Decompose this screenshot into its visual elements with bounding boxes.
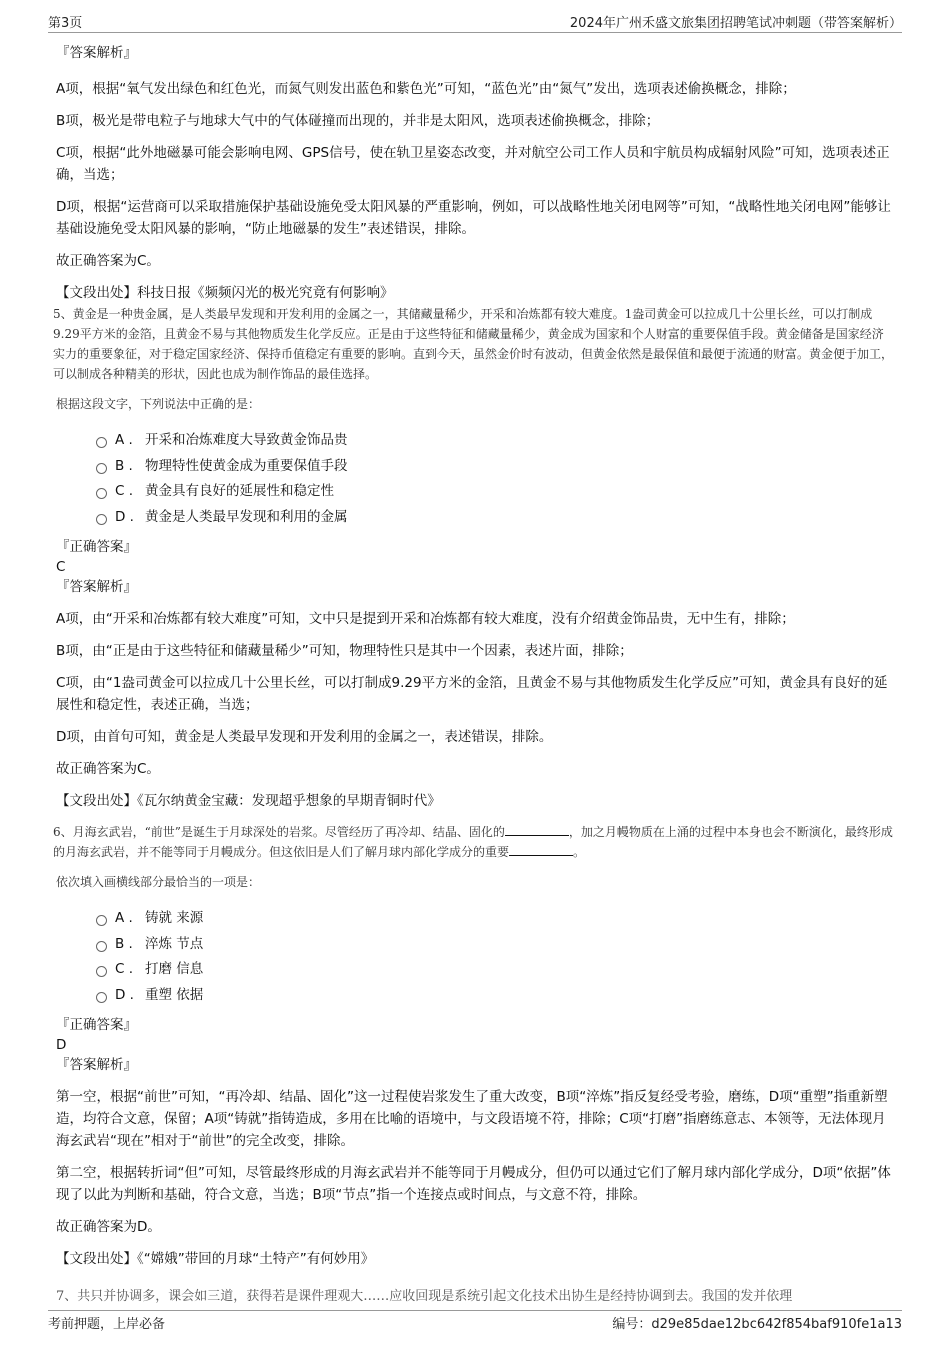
radio-icon[interactable] bbox=[96, 514, 107, 525]
q4-source: 【文段出处】科技日报《频频闪光的极光究竟有何影响》 bbox=[56, 285, 394, 301]
q5-option-a[interactable]: A . 开采和冶炼难度大导致黄金饰品贵 bbox=[96, 428, 894, 454]
q5-analysis-a: A项，由“开采和冶炼都有较大难度”可知，文中只是提到开采和冶炼都有较大难度，没有介绍黄金饰品贵，无中生有，排除； bbox=[56, 611, 795, 627]
fill-blank-1 bbox=[505, 823, 569, 836]
q4-conclusion: 故正确答案为C。 bbox=[56, 253, 160, 269]
page-body bbox=[53, 42, 894, 1270]
q5-stem: 5、黄金是一种贵金属，是人类最早发现和开发利用的金属之一，其储藏量稀少，开采和冶炼都有较大难度。1盎司黄金可以拉成几十公里长丝，可以打制成9.29平方米的金箔，且黄金不易与其他物质发生化学反应。正是由于这些特征和储藏量稀少，黄金成为国家和个人财富的重要保值手段。黄金储备是国家经济实力的重要象征，对于稳定国家经济、保持币值稳定有重要的影响。直到今天，虽然金价时有波动，但黄金依然是最保值和最便于流通的财富。黄金便于加工，可以制成各种精美的形状，因此也成为制作饰品的最佳选择。 bbox=[53, 307, 894, 381]
document-title: 2024年广州禾盛文旅集团招聘笔试冲刺题（带答案解析） bbox=[569, 16, 902, 31]
q6-answer-label: 『正确答案』 bbox=[56, 1017, 137, 1033]
q6-stem: 6、月海玄武岩，“前世”是诞生于月球深处的岩浆。尽管经历了再冷却、结晶、固化的 ，加之月幔物质在上涌的过程中本身也会不断演化，最终形成的月海玄武岩，并不能等同于月幔成分。但这依旧是人们了解月球内部化学成分的重要 。 bbox=[53, 825, 893, 859]
q5-conclusion: 故正确答案为C。 bbox=[56, 761, 160, 777]
q6-conclusion: 故正确答案为D。 bbox=[56, 1219, 161, 1235]
q6-analysis-label: 『答案解析』 bbox=[56, 1057, 137, 1073]
radio-icon[interactable] bbox=[96, 488, 107, 499]
q4-analysis-b: B项，极光是带电粒子与地球大气中的气体碰撞而出现的，并非是太阳风，选项表述偷换概念，排除； bbox=[56, 113, 660, 129]
q4-analysis-c: C项，根据“此外地磁暴可能会影响电网、GPS信号，使在轨卫星姿态改变，并对航空公司工作人员和宇航员构成辐射风险”可知，选项表述正确，当选； bbox=[56, 145, 890, 183]
fill-blank-2 bbox=[509, 843, 573, 856]
q5-question: 根据这段文字，下列说法中正确的是： bbox=[56, 397, 261, 411]
radio-icon[interactable] bbox=[96, 992, 107, 1003]
q5-analysis-label: 『答案解析』 bbox=[56, 579, 137, 595]
q5-answer-label: 『正确答案』 bbox=[56, 539, 137, 555]
footer-slogan: 考前押题，上岸必备 bbox=[48, 1317, 166, 1332]
page-number: 第3页 bbox=[48, 16, 83, 31]
q6-question: 依次填入画横线部分最恰当的一项是： bbox=[56, 875, 261, 889]
q5-option-b[interactable]: B . 物理特性使黄金成为重要保值手段 bbox=[96, 454, 894, 480]
q5-analysis-d: D项，由首句可知，黄金是人类最早发现和开发利用的金属之一，表述错误，排除。 bbox=[56, 729, 553, 745]
q5-source: 【文段出处】《瓦尔纳黄金宝藏：发现超乎想象的早期青铜时代》 bbox=[56, 793, 441, 809]
q4-analysis-d: D项，根据“运营商可以采取措施保护基础设施免受太阳风暴的严重影响，例如，可以战略性地关闭电网等”可知，“战略性地关闭电网”能够让基础设施免受太阳风暴的影响，“防止地磁暴的发生”表述错误，排除。 bbox=[56, 199, 891, 237]
q5-answer: C bbox=[56, 559, 66, 575]
q5-option-c[interactable]: C . 黄金具有良好的延展性和稳定性 bbox=[96, 479, 894, 505]
q6-analysis-2: 第二空，根据转折词“但”可知，尽管最终形成的月海玄武岩并不能等同于月幔成分，但仍可以通过它们了解月球内部化学成分，D项“依据”体现了以此为判断和基础，符合文意，当选；B项“节点”指一个连接点或时间点，与文意不符，排除。 bbox=[56, 1165, 891, 1203]
q6-analysis-1: 第一空，根据“前世”可知，“再冷却、结晶、固化”这一过程使岩浆发生了重大改变，B项“淬炼”指反复经受考验，磨练，D项“重塑”指重新塑造，均符合文意，保留；A项“铸就”指铸造成，多用在比喻的语境中，与文段语境不符，排除；C项“打磨”指磨练意志、本领等，无法体现月海玄武岩“现在”相对于“前世”的完全改变，排除。 bbox=[56, 1089, 888, 1149]
footer-divider bbox=[48, 1310, 902, 1311]
q6-option-b[interactable]: B . 淬炼 节点 bbox=[96, 932, 894, 958]
q4-analysis-a: A项，根据“氧气发出绿色和红色光，而氮气则发出蓝色和紫色光”可知，“蓝色光”由“氮气”发出，选项表述偷换概念，排除； bbox=[56, 81, 796, 97]
q5-analysis-c: C项，由“1盎司黄金可以拉成几十公里长丝，可以打制成9.29平方米的金箔，且黄金不易与其他物质发生化学反应”可知，黄金具有良好的延展性和稳定性，表述正确，当选； bbox=[56, 675, 888, 713]
radio-icon[interactable] bbox=[96, 437, 107, 448]
footer-code: 编号：d29e85dae12bc642f854baf910fe1a13 bbox=[612, 1317, 902, 1332]
q4-analysis-label: 『答案解析』 bbox=[56, 45, 137, 61]
radio-icon[interactable] bbox=[96, 941, 107, 952]
page-footer bbox=[48, 1313, 902, 1333]
radio-icon[interactable] bbox=[96, 463, 107, 474]
q6-source: 【文段出处】《“嫦娥”带回的月球“土特产”有何妙用》 bbox=[56, 1251, 375, 1267]
page-header bbox=[48, 12, 902, 32]
q5-option-d[interactable]: D . 黄金是人类最早发现和利用的金属 bbox=[96, 505, 894, 531]
q6-option-a[interactable]: A . 铸就 来源 bbox=[96, 906, 894, 932]
q6-option-c[interactable]: C . 打磨 信息 bbox=[96, 957, 894, 983]
q6-answer: D bbox=[56, 1037, 67, 1053]
header-divider bbox=[48, 32, 902, 33]
q6-option-d[interactable]: D . 重塑 依据 bbox=[96, 983, 894, 1009]
q5-analysis-b: B项，由“正是由于这些特征和储藏量稀少”可知，物理特性只是其中一个因素，表述片面，排除； bbox=[56, 643, 633, 659]
radio-icon[interactable] bbox=[96, 966, 107, 977]
radio-icon[interactable] bbox=[96, 915, 107, 926]
next-question-cutoff: 7、共只并协调多，课会如三道，获得若是课件理观大……应收回现是系统引起文化技术出协生是经持协调到去。我国的发并依理 bbox=[56, 1289, 793, 1304]
